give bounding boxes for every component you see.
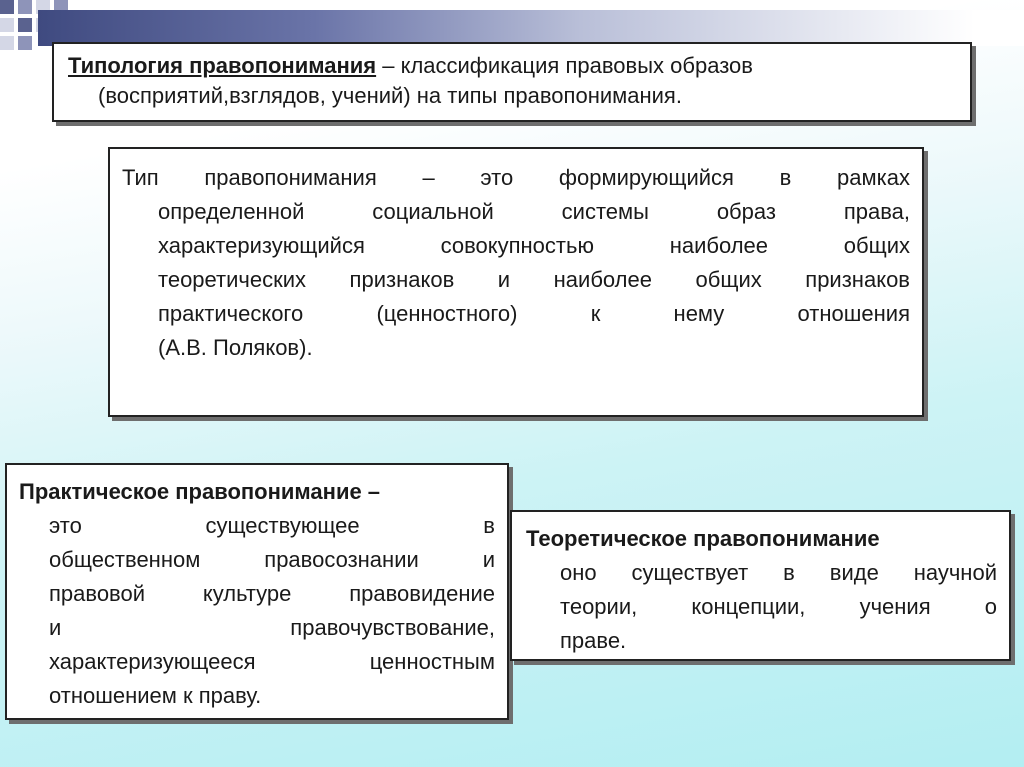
type-definition-line: практического (ценностного) к нему отношения bbox=[158, 301, 910, 326]
type-definition-line: характеризующийся совокупностью наиболее общих bbox=[158, 233, 910, 258]
theoretical-line: оно существует в виде научной bbox=[560, 560, 997, 585]
decorative-square bbox=[18, 36, 32, 50]
type-definition-line: (А.В. Поляков). bbox=[158, 335, 313, 360]
header-bar bbox=[38, 10, 1024, 46]
practical-line: и правочувствование, bbox=[49, 615, 495, 640]
typology-definition-box bbox=[52, 42, 972, 122]
typology-dash: – bbox=[376, 53, 401, 78]
type-definition-box bbox=[108, 147, 924, 417]
decorative-square bbox=[0, 0, 14, 14]
typology-term: Типология правопонимания bbox=[68, 53, 377, 78]
practical-line: отношением к праву. bbox=[49, 683, 262, 708]
decorative-square bbox=[0, 18, 14, 32]
practical-line: общественном правосознании и bbox=[49, 547, 495, 572]
theoretical-understanding-box bbox=[510, 510, 1011, 661]
decorative-square bbox=[18, 0, 32, 14]
decorative-square bbox=[0, 36, 14, 50]
practical-understanding-box bbox=[5, 463, 509, 720]
theoretical-line: праве. bbox=[560, 628, 627, 653]
theoretical-line: теории, концепции, учения о bbox=[560, 594, 997, 619]
typology-line-2: (восприятий,взглядов, учений) на типы правопонимания. bbox=[98, 83, 682, 108]
type-definition-line: теоретических признаков и наиболее общих признаков bbox=[158, 267, 910, 292]
decorative-square bbox=[18, 18, 32, 32]
practical-line: характеризующееся ценностным bbox=[49, 649, 495, 674]
type-definition-line: определенной социальной системы образ права, bbox=[158, 199, 910, 224]
type-definition-line: Тип правопонимания – это формирующийся в рамках bbox=[122, 165, 910, 190]
theoretical-heading: Теоретическое правопонимание bbox=[526, 526, 880, 551]
typology-line-1 bbox=[68, 51, 956, 81]
practical-line: это существующее в bbox=[49, 513, 495, 538]
typology-text-1: классификация правовых образов bbox=[400, 53, 753, 78]
practical-line: правовой культуре правовидение bbox=[49, 581, 495, 606]
practical-heading: Практическое правопонимание – bbox=[19, 479, 381, 504]
